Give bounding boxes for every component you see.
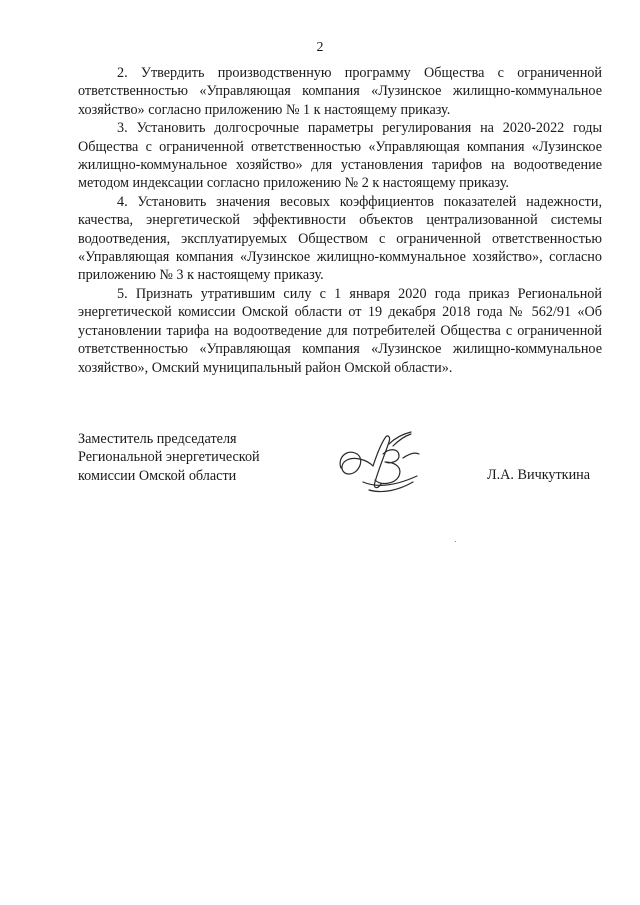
page-number: 2 (316, 40, 324, 55)
document-body (78, 64, 602, 377)
scan-speck (455, 541, 456, 542)
paragraph-3: 3. Установить долгосрочные параметры регулирования на 2020-2022 годы Общества с ограниченной ответственностью «Управляющая компания «Лузинское жилищно-коммунальное хозяйство» для установления тарифов на водоотведение методом индексации согласно приложению № 2 к настоящему приказу. (78, 120, 602, 192)
paragraph-5: 5. Признать утратившим силу с 1 января 2020 года приказ Региональной энергетической комиссии Омской области от 19 декабря 2018 года № 562/91 «Об установлении тарифа на водоотведение для потребителей Общества с ограниченной ответственностью «Управляющая компания «Лузинское жилищно-коммунальное хозяйство», Омский муниципальный район Омской области». (78, 285, 602, 376)
signer-name: Л.А. Вичкуткина (487, 467, 591, 483)
signer-position-line-2: Региональной энергетической (78, 449, 260, 466)
handwritten-signature (333, 424, 429, 504)
signer-position-line-1: Заместитель председателя (78, 431, 237, 447)
paragraph-2: 2. Утвердить производственную программу Общества с ограниченной ответственностью «Управляющая компания «Лузинское жилищно-коммунальное хозяйство» согласно приложению № 1 к настоящему приказу. (78, 65, 602, 118)
signature-block (78, 430, 602, 510)
paragraph-4: 4. Установить значения весовых коэффициентов показателей надежности, качества, энергетической эффективности объектов централизованной системы водоотведения, эксплуатируемых Обществом с ограниченной ответственностью «Управляющая компания «Лузинское жилищно-коммунальное хозяйство», согласно приложению № 3 к настоящему приказу. (78, 193, 602, 284)
signer-position (78, 430, 308, 485)
signer-position-line-3: комиссии Омской области (78, 467, 237, 484)
